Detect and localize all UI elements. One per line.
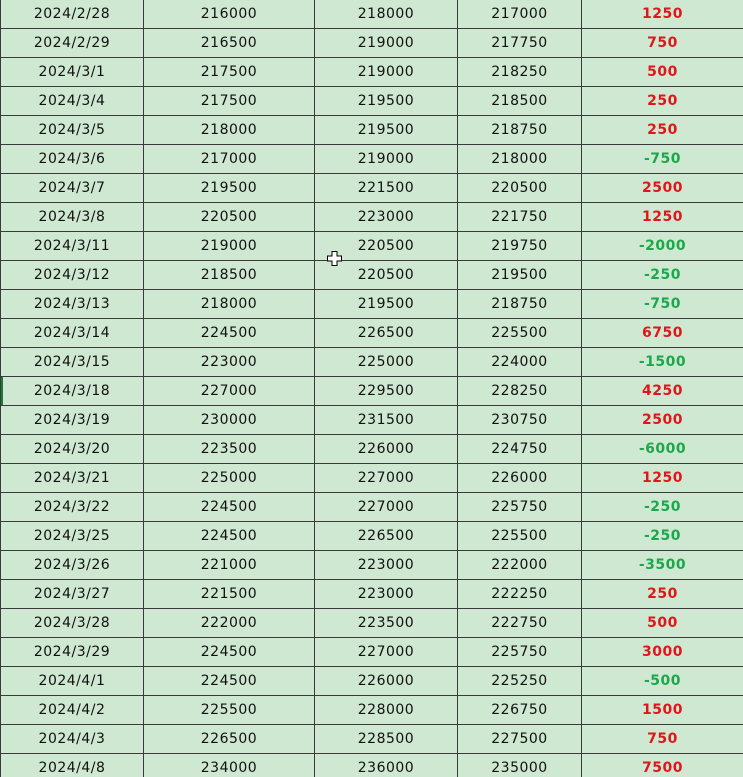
- cell-value-1[interactable]: 221500: [144, 580, 315, 609]
- cell-change[interactable]: 2500: [582, 174, 743, 203]
- cell-change[interactable]: 3000: [582, 638, 743, 667]
- cell-value-1[interactable]: 225000: [144, 464, 315, 493]
- cell-value-2[interactable]: 227000: [315, 464, 458, 493]
- table-row[interactable]: [1, 261, 743, 290]
- cell-change[interactable]: 500: [582, 609, 743, 638]
- cell-value-3[interactable]: 221750: [458, 203, 582, 232]
- cell-date[interactable]: 2024/2/29: [1, 29, 144, 58]
- cell-value-2[interactable]: 220500: [315, 261, 458, 290]
- cell-date[interactable]: 2024/3/11: [1, 232, 144, 261]
- cell-change[interactable]: 1500: [582, 696, 743, 725]
- cell-value-1[interactable]: 224500: [144, 638, 315, 667]
- cell-value-2[interactable]: 219000: [315, 29, 458, 58]
- cell-change[interactable]: -750: [582, 290, 743, 319]
- cell-value-2[interactable]: 226500: [315, 522, 458, 551]
- cell-value-1[interactable]: 218500: [144, 261, 315, 290]
- cell-value-1[interactable]: 217000: [144, 145, 315, 174]
- cell-value-2[interactable]: 231500: [315, 406, 458, 435]
- cell-date[interactable]: 2024/3/4: [1, 87, 144, 116]
- table-row[interactable]: [1, 551, 743, 580]
- cell-value-2[interactable]: 223000: [315, 580, 458, 609]
- cell-value-3[interactable]: 235000: [458, 754, 582, 777]
- cell-change[interactable]: 250: [582, 116, 743, 145]
- cell-value-1[interactable]: 220500: [144, 203, 315, 232]
- cell-value-2[interactable]: 218000: [315, 0, 458, 29]
- cell-date[interactable]: 2024/3/22: [1, 493, 144, 522]
- cell-value-1[interactable]: 224500: [144, 493, 315, 522]
- cell-value-3[interactable]: 225250: [458, 667, 582, 696]
- cell-value-3[interactable]: 217750: [458, 29, 582, 58]
- cell-value-3[interactable]: 220500: [458, 174, 582, 203]
- table-row[interactable]: [1, 174, 743, 203]
- table-row[interactable]: [1, 203, 743, 232]
- cell-value-3[interactable]: 226000: [458, 464, 582, 493]
- cell-value-2[interactable]: 223500: [315, 609, 458, 638]
- cell-date[interactable]: 2024/3/27: [1, 580, 144, 609]
- cell-date[interactable]: 2024/4/2: [1, 696, 144, 725]
- cell-value-1[interactable]: 219000: [144, 232, 315, 261]
- cell-value-3[interactable]: 222250: [458, 580, 582, 609]
- cell-value-1[interactable]: 219500: [144, 174, 315, 203]
- cell-value-1[interactable]: 227000: [144, 377, 315, 406]
- cell-change[interactable]: -250: [582, 261, 743, 290]
- cell-date[interactable]: 2024/3/21: [1, 464, 144, 493]
- table-row[interactable]: [1, 580, 743, 609]
- cell-value-2[interactable]: 226000: [315, 667, 458, 696]
- cell-date[interactable]: 2024/4/8: [1, 754, 144, 777]
- cell-value-1[interactable]: 223000: [144, 348, 315, 377]
- cell-change[interactable]: -1500: [582, 348, 743, 377]
- cell-value-1[interactable]: 218000: [144, 290, 315, 319]
- table-row[interactable]: [1, 87, 743, 116]
- cell-date[interactable]: 2024/2/28: [1, 0, 144, 29]
- cell-date[interactable]: 2024/3/6: [1, 145, 144, 174]
- cell-value-1[interactable]: 217500: [144, 87, 315, 116]
- cell-value-3[interactable]: 227500: [458, 725, 582, 754]
- cell-change[interactable]: 1250: [582, 203, 743, 232]
- cell-value-3[interactable]: 219500: [458, 261, 582, 290]
- cell-value-2[interactable]: 236000: [315, 754, 458, 777]
- cell-change[interactable]: 1250: [582, 464, 743, 493]
- cell-value-3[interactable]: 230750: [458, 406, 582, 435]
- cell-date[interactable]: 2024/3/13: [1, 290, 144, 319]
- cell-value-1[interactable]: 226500: [144, 725, 315, 754]
- cell-value-2[interactable]: 219000: [315, 58, 458, 87]
- cell-date[interactable]: 2024/3/18: [1, 377, 144, 406]
- cell-value-2[interactable]: 220500: [315, 232, 458, 261]
- cell-date[interactable]: 2024/3/7: [1, 174, 144, 203]
- cell-value-2[interactable]: 228000: [315, 696, 458, 725]
- cell-value-1[interactable]: 223500: [144, 435, 315, 464]
- table-row[interactable]: [1, 377, 743, 406]
- cell-value-1[interactable]: 230000: [144, 406, 315, 435]
- cell-value-3[interactable]: 222750: [458, 609, 582, 638]
- table-row[interactable]: [1, 29, 743, 58]
- cell-date[interactable]: 2024/3/25: [1, 522, 144, 551]
- cell-value-2[interactable]: 219500: [315, 87, 458, 116]
- table-row[interactable]: [1, 754, 743, 777]
- cell-value-1[interactable]: 216500: [144, 29, 315, 58]
- cell-value-3[interactable]: 226750: [458, 696, 582, 725]
- cell-date[interactable]: 2024/3/8: [1, 203, 144, 232]
- cell-date[interactable]: 2024/3/14: [1, 319, 144, 348]
- table-row[interactable]: [1, 464, 743, 493]
- table-row[interactable]: [1, 435, 743, 464]
- table-row[interactable]: [1, 145, 743, 174]
- table-row[interactable]: [1, 348, 743, 377]
- cell-value-3[interactable]: 218750: [458, 116, 582, 145]
- cell-change[interactable]: 250: [582, 580, 743, 609]
- table-body: [1, 0, 743, 777]
- cell-value-3[interactable]: 225500: [458, 522, 582, 551]
- table-row[interactable]: [1, 638, 743, 667]
- cell-date[interactable]: 2024/3/15: [1, 348, 144, 377]
- cell-value-3[interactable]: 218750: [458, 290, 582, 319]
- cell-date[interactable]: 2024/3/12: [1, 261, 144, 290]
- cell-change[interactable]: 500: [582, 58, 743, 87]
- cell-change[interactable]: -500: [582, 667, 743, 696]
- table-row[interactable]: [1, 696, 743, 725]
- cell-change[interactable]: 1250: [582, 0, 743, 29]
- cell-change[interactable]: 4250: [582, 377, 743, 406]
- cell-date[interactable]: 2024/3/29: [1, 638, 144, 667]
- cell-change[interactable]: -3500: [582, 551, 743, 580]
- cell-change[interactable]: 6750: [582, 319, 743, 348]
- cell-value-2[interactable]: 227000: [315, 493, 458, 522]
- cell-value-1[interactable]: 224500: [144, 667, 315, 696]
- cell-date[interactable]: 2024/3/26: [1, 551, 144, 580]
- cell-change[interactable]: -250: [582, 493, 743, 522]
- cell-change[interactable]: 750: [582, 29, 743, 58]
- cell-value-1[interactable]: 224500: [144, 522, 315, 551]
- cell-value-2[interactable]: 226000: [315, 435, 458, 464]
- cell-value-2[interactable]: 219500: [315, 116, 458, 145]
- cell-value-2[interactable]: 229500: [315, 377, 458, 406]
- cell-value-3[interactable]: 222000: [458, 551, 582, 580]
- cell-value-1[interactable]: 222000: [144, 609, 315, 638]
- cell-value-2[interactable]: 228500: [315, 725, 458, 754]
- cell-value-3[interactable]: 217000: [458, 0, 582, 29]
- cell-change[interactable]: -250: [582, 522, 743, 551]
- plus-cursor-icon: [327, 251, 342, 266]
- cell-value-1[interactable]: 216000: [144, 0, 315, 29]
- cell-value-1[interactable]: 224500: [144, 319, 315, 348]
- table-row[interactable]: [1, 58, 743, 87]
- cell-value-2[interactable]: 219000: [315, 145, 458, 174]
- cell-date[interactable]: 2024/3/5: [1, 116, 144, 145]
- table-row[interactable]: [1, 116, 743, 145]
- table-row[interactable]: [1, 725, 743, 754]
- cell-date[interactable]: 2024/3/20: [1, 435, 144, 464]
- cell-value-2[interactable]: 223000: [315, 551, 458, 580]
- cell-change[interactable]: -6000: [582, 435, 743, 464]
- cell-change[interactable]: 750: [582, 725, 743, 754]
- cell-value-2[interactable]: 227000: [315, 638, 458, 667]
- cell-date[interactable]: 2024/3/28: [1, 609, 144, 638]
- cell-value-2[interactable]: 225000: [315, 348, 458, 377]
- table-row[interactable]: [1, 406, 743, 435]
- table-row[interactable]: [1, 0, 743, 29]
- cell-date[interactable]: 2024/3/19: [1, 406, 144, 435]
- cell-change[interactable]: -2000: [582, 232, 743, 261]
- table-row[interactable]: [1, 232, 743, 261]
- cell-change[interactable]: 2500: [582, 406, 743, 435]
- cell-date[interactable]: 2024/3/1: [1, 58, 144, 87]
- cell-value-3[interactable]: 225750: [458, 638, 582, 667]
- cell-value-3[interactable]: 219750: [458, 232, 582, 261]
- cell-date[interactable]: 2024/4/1: [1, 667, 144, 696]
- cell-value-2[interactable]: 221500: [315, 174, 458, 203]
- cell-value-3[interactable]: 225750: [458, 493, 582, 522]
- cell-value-3[interactable]: 228250: [458, 377, 582, 406]
- table-row[interactable]: [1, 667, 743, 696]
- cell-value-2[interactable]: 226500: [315, 319, 458, 348]
- cell-value-2[interactable]: 219500: [315, 290, 458, 319]
- table-row[interactable]: [1, 319, 743, 348]
- cell-value-3[interactable]: 218000: [458, 145, 582, 174]
- table-row[interactable]: [1, 290, 743, 319]
- cell-value-3[interactable]: 224750: [458, 435, 582, 464]
- cell-value-3[interactable]: 225500: [458, 319, 582, 348]
- cell-change[interactable]: 7500: [582, 754, 743, 777]
- cell-value-1[interactable]: 234000: [144, 754, 315, 777]
- cell-value-1[interactable]: 217500: [144, 58, 315, 87]
- cell-value-1[interactable]: 225500: [144, 696, 315, 725]
- cell-value-3[interactable]: 224000: [458, 348, 582, 377]
- cell-value-1[interactable]: 221000: [144, 551, 315, 580]
- cell-value-3[interactable]: 218250: [458, 58, 582, 87]
- cell-change[interactable]: 250: [582, 87, 743, 116]
- cell-change[interactable]: -750: [582, 145, 743, 174]
- table-row[interactable]: [1, 493, 743, 522]
- cell-value-1[interactable]: 218000: [144, 116, 315, 145]
- cell-date[interactable]: 2024/4/3: [1, 725, 144, 754]
- cell-value-2[interactable]: 223000: [315, 203, 458, 232]
- table-row[interactable]: [1, 522, 743, 551]
- cell-value-3[interactable]: 218500: [458, 87, 582, 116]
- table-row[interactable]: [1, 609, 743, 638]
